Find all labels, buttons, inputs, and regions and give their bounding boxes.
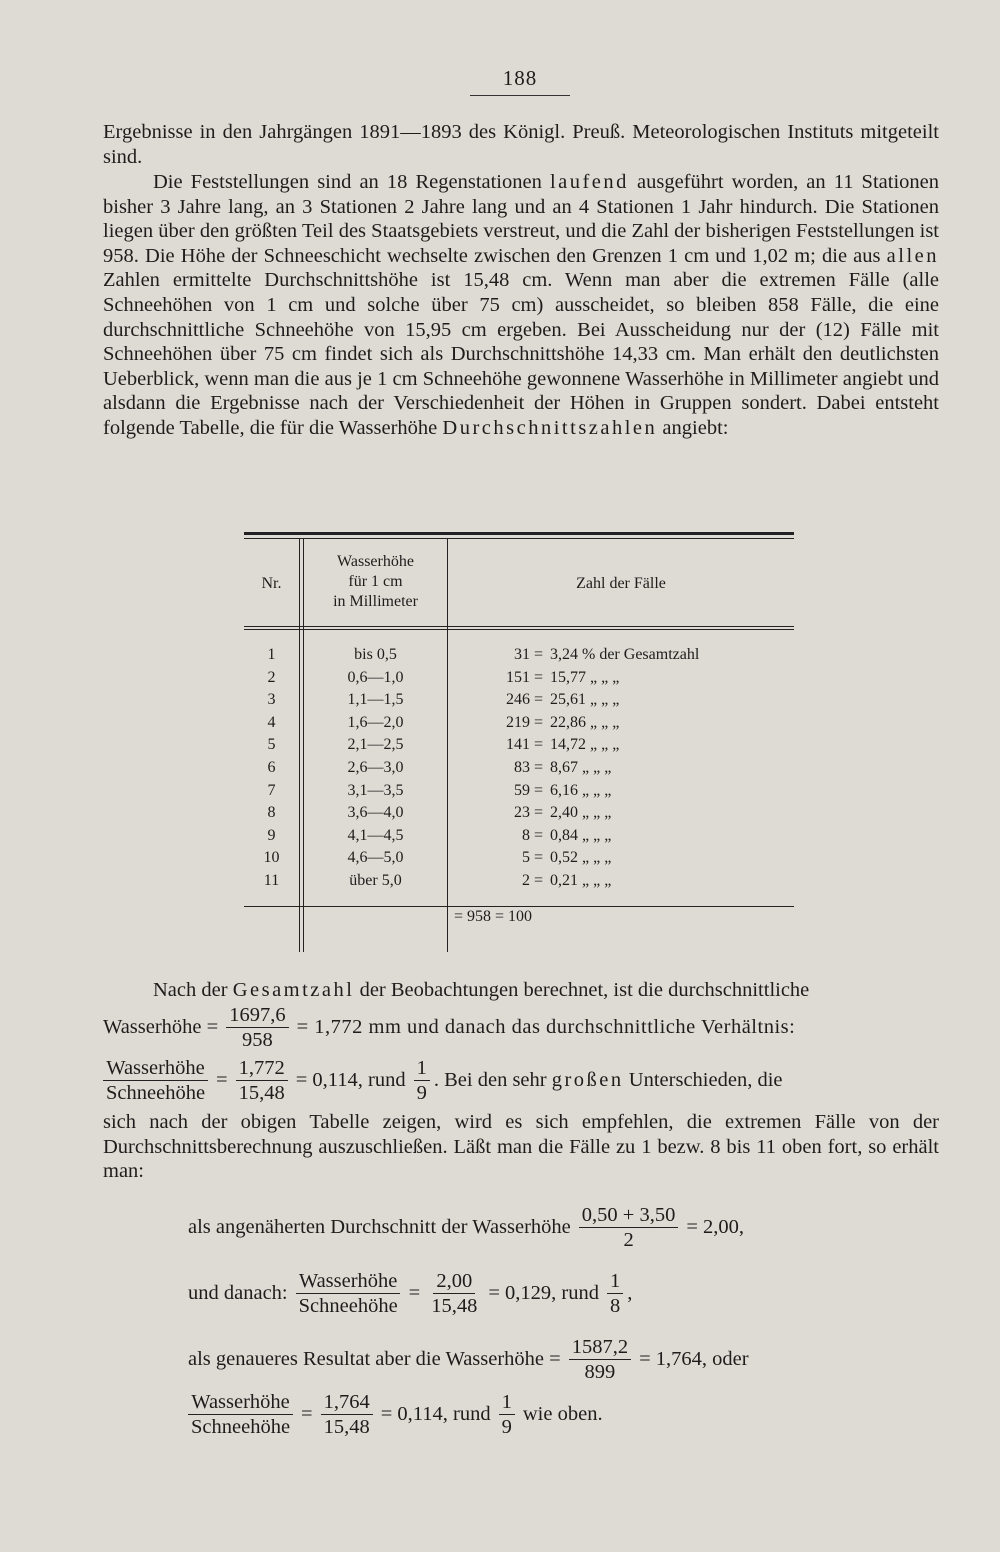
formula-text: = 0,114, rund <box>295 1069 406 1091</box>
fraction <box>579 1203 679 1252</box>
paragraph-stations <box>103 170 939 441</box>
denominator: 9 <box>501 1416 512 1438</box>
equals-sign: = <box>216 1069 228 1091</box>
cell-percent: 6,16 „ „ „ <box>550 781 612 799</box>
numerator: 0,50 + 3,50 <box>579 1203 679 1228</box>
table-top-rule <box>244 532 794 535</box>
cell-nr: 4 <box>267 713 276 731</box>
fraction <box>607 1269 623 1318</box>
formula-wasserhoehe <box>103 1003 943 1052</box>
fraction <box>236 1056 288 1105</box>
denominator: 15,48 <box>323 1416 370 1438</box>
text-run: . Bei den sehr <box>433 1069 552 1091</box>
header-zahl: Zahl der Fälle <box>576 575 666 592</box>
cell-nr: 8 <box>267 804 276 822</box>
header-wasserhoehe <box>304 552 447 612</box>
formula-verhaeltnis <box>103 1056 943 1105</box>
cell-count: 219 = <box>505 713 543 731</box>
text-run: angiebt: <box>657 416 729 439</box>
header-line: für 1 cm <box>348 573 403 590</box>
text-run: Die Feststellungen sind an 18 Regenstationen <box>153 171 550 193</box>
numerator: Wasserhöhe <box>103 1056 208 1081</box>
formula-label: und danach: <box>188 1282 288 1304</box>
cell-count: 5 = <box>521 849 543 867</box>
fraction <box>226 1003 288 1052</box>
denominator: Schneehöhe <box>191 1416 291 1438</box>
cell-range: 1,6—2,0 <box>347 713 404 731</box>
numerator: 1 <box>414 1056 430 1081</box>
cell-percent: 3,24 % der Gesamtzahl <box>550 646 700 663</box>
cell-percent: 14,72 „ „ „ <box>550 736 620 754</box>
cell-percent: 22,86 „ „ „ <box>550 713 620 731</box>
formula-text: = 0,114, rund <box>380 1403 491 1425</box>
text-run: Unterschieden, die <box>623 1069 783 1091</box>
cell-count: 2 = <box>521 872 543 889</box>
formula-text: = 1,772 mm und danach das durchschnittliche Verhältnis: <box>296 1016 796 1038</box>
cell-nr: 6 <box>267 759 276 776</box>
cell-count: 23 = <box>513 804 543 822</box>
fraction <box>428 1269 480 1318</box>
denominator: Schneehöhe <box>106 1082 206 1104</box>
cell-nr: 10 <box>263 849 280 867</box>
paragraph-extreme: sich nach der obigen Tabelle zeigen, wird es sich empfehlen, die extremen Fälle von der Durchschnittsberechnung auszuschließen. Läßt man die Fälle zu 1 bezw. 8 bis 11 oben fort, so erhält man: <box>103 1111 939 1183</box>
denominator: 899 <box>584 1361 616 1383</box>
table-header-rule <box>244 626 794 627</box>
cell-nr: 3 <box>267 691 276 709</box>
formula-text <box>434 1069 783 1092</box>
denominator: 8 <box>610 1295 621 1317</box>
denominator: Schneehöhe <box>298 1295 398 1317</box>
text-run: der Beobachtungen berechnet, ist die durchschnittliche <box>354 979 810 1001</box>
formula-text: = 2,00, <box>686 1216 745 1238</box>
cell-nr: 7 <box>267 781 276 799</box>
fraction <box>103 1056 208 1105</box>
cell-percent: 0,84 „ „ „ <box>550 826 612 844</box>
cell-percent: 25,61 „ „ „ <box>550 691 620 709</box>
text-run: ausgeführt worden, an 11 Stationen bisher 3 Jahre lang, an 3 Stationen 2 Jahre lang und an 4 Stationen 1 Jahr hindurch. Die Stationen liegen über den größten Teil des Staatsgebiets verstreut, und die Zahl der bisherigen Feststellungen ist 958. Die Höhe der Schneeschicht wechselte zwischen den Grenzen 1 cm und 1,02 m; die aus <box>103 171 939 267</box>
fraction <box>499 1390 515 1439</box>
cell-count: 141 = <box>505 736 543 754</box>
denominator: 958 <box>242 1029 273 1051</box>
cell-nr: 2 <box>267 668 276 686</box>
fraction <box>188 1390 293 1439</box>
numerator: 1 <box>607 1269 623 1294</box>
formula-text: = 1,764, oder <box>639 1348 749 1370</box>
cell-range: 2,6—3,0 <box>347 759 404 776</box>
numerator: Wasserhöhe <box>296 1269 401 1294</box>
formula-oder <box>188 1390 607 1439</box>
cell-nr: 1 <box>267 646 276 663</box>
fraction <box>569 1335 631 1384</box>
table-header-rule-2 <box>244 629 794 630</box>
formula-danach <box>188 1269 632 1318</box>
formula-text: wie oben. <box>522 1403 603 1425</box>
equals-sign: = <box>408 1282 421 1304</box>
denominator: 15,48 <box>238 1082 285 1104</box>
cell-count: 59 = <box>513 781 543 799</box>
paragraph-gesamtzahl <box>103 978 939 1003</box>
cell-count: 8 = <box>521 826 543 844</box>
text-run-spaced: laufend <box>549 171 629 193</box>
cell-count: 246 = <box>505 691 543 709</box>
cell-percent: 2,40 „ „ „ <box>550 804 612 822</box>
formula-label: als genaueres Resultat aber die Wasserhöhe = <box>188 1348 561 1370</box>
formula-durchschnitt <box>188 1203 748 1252</box>
formula-text: , <box>627 1282 633 1304</box>
text-run: Nach der <box>153 979 233 1001</box>
formula-label: als angenäherten Durchschnitt der Wasserhöhe <box>188 1216 571 1238</box>
cell-nr: 11 <box>263 872 280 889</box>
cell-percent: 8,67 „ „ „ <box>550 759 612 776</box>
cell-range: 3,6—4,0 <box>347 804 404 822</box>
denominator: 2 <box>623 1229 634 1251</box>
paragraph-intro: Ergebnisse in den Jahrgängen 1891—1893 des Königl. Preuß. Meteorologischen Instituts mitgeteilt sind. <box>103 121 939 168</box>
cell-range: 1,1—1,5 <box>347 691 404 709</box>
formula-text: = 0,129, rund <box>488 1282 599 1304</box>
numerator: Wasserhöhe <box>188 1390 293 1415</box>
cell-percent: 0,21 „ „ „ <box>550 872 612 889</box>
cell-nr: 5 <box>267 736 276 754</box>
data-table <box>244 532 794 952</box>
numerator: 1587,2 <box>569 1335 631 1360</box>
cell-range: 0,6—1,0 <box>347 668 404 686</box>
table-top-rule-thin <box>244 538 794 539</box>
fraction <box>414 1056 430 1105</box>
cell-count: 83 = <box>513 759 543 776</box>
cell-range: 4,6—5,0 <box>347 849 404 867</box>
table-col-divider <box>299 539 300 952</box>
denominator: 9 <box>416 1082 427 1104</box>
page-number: 188 <box>470 66 570 96</box>
cell-percent: 15,77 „ „ „ <box>550 668 620 686</box>
formula-resultat <box>188 1335 753 1384</box>
text-run: Zahlen ermittelte Durchschnittshöhe ist 15,48 cm. Wenn man aber die extremen Fälle (alle Schneehöhen von 1 cm und solche über 75 cm) ausscheidet, so bleiben 858 Fälle, die eine durchschnittliche Schneehöhe von 15,95 cm ergeben. Bei Ausscheidung nur der (12) Fälle mit Schneehöhen über 75 cm findet sich als Durchschnittshöhe 14,33 cm. Man erhält den deutlichsten Ueberblick, wenn man die aus je 1 cm Schneehöhe gewonnene Wasserhöhe in Millimeter angiebt und alsdann die Ergebnisse nach der Verschiedenheit der Höhen in Gruppen sondert. Dabei entsteht folgende Tabelle, die für die Wasserhöhe <box>103 269 939 439</box>
numerator: 1,764 <box>321 1390 373 1415</box>
cell-range: 3,1—3,5 <box>347 781 404 799</box>
numerator: 2,00 <box>433 1269 475 1294</box>
cell-range: 4,1—4,5 <box>347 826 404 844</box>
fraction <box>321 1390 373 1439</box>
text-run-spaced: Gesamtzahl <box>232 979 355 1001</box>
cell-nr: 9 <box>267 826 276 844</box>
numerator: 1,772 <box>236 1056 288 1081</box>
numerator: 1 <box>499 1390 515 1415</box>
denominator: 15,48 <box>431 1295 478 1317</box>
fraction <box>296 1269 401 1318</box>
cell-percent: 0,52 „ „ „ <box>550 849 612 867</box>
cell-range: bis 0,5 <box>354 646 397 663</box>
text-run-spaced: großen <box>551 1069 624 1091</box>
cell-range: 2,1—2,5 <box>347 736 404 754</box>
table-total: = 958 = 100 <box>454 908 533 925</box>
header-line: in Millimeter <box>333 593 418 610</box>
text-run-spaced: Durchschnittszahlen <box>442 416 658 439</box>
header-nr: Nr. <box>261 575 282 592</box>
cell-count: 31 = <box>513 646 543 663</box>
cell-range: über 5,0 <box>349 872 402 889</box>
header-line: Wasserhöhe <box>337 553 414 570</box>
cell-count: 151 = <box>505 668 543 686</box>
equals-sign: = <box>301 1403 313 1425</box>
text-run-spaced: allen <box>886 244 939 267</box>
formula-label: Wasserhöhe = <box>103 1016 219 1038</box>
numerator: 1697,6 <box>226 1003 288 1028</box>
